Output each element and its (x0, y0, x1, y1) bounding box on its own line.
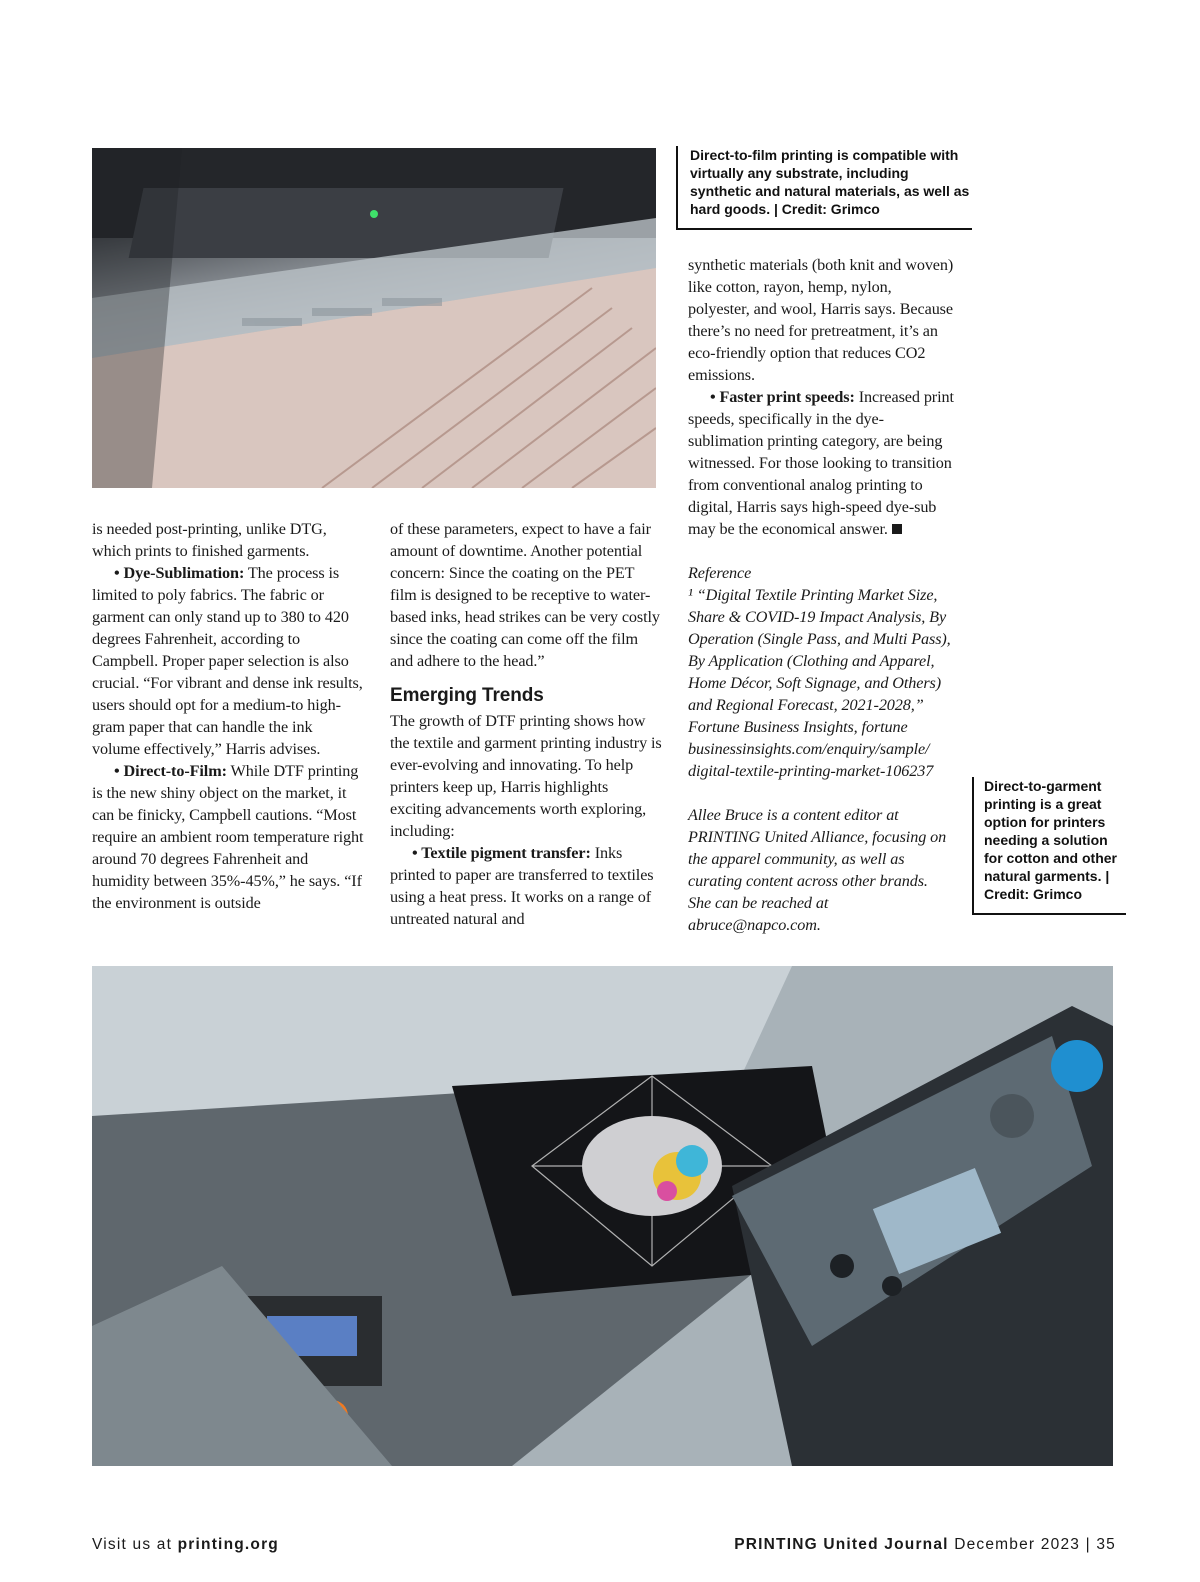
footer-visit-text: Visit us at (92, 1536, 178, 1553)
emerging-trends-paragraph: The growth of DTF printing shows how the textile and garment printing industry is ever-evolving and innovating. To help printers keep up, Harris highlights exciting advancements worth exploring, including: (390, 712, 662, 840)
dtf-printer-illustration (92, 148, 656, 488)
dtg-printer-illustration (92, 966, 1113, 1466)
dye-sublimation-label: • Dye-Sublimation: (114, 564, 245, 582)
reference-text: ¹ “Digital Textile Printing Market Size, Share & COVID-19 Impact Analysis, By Operation (Single Pass, and Multi Pass), By Application (Clothing and Apparel, Home Décor, Soft Signage, and Others) and Regional Forecast, 2021-2028,” Fortune Business Insights, fortune businessinsights.com/enquiry/sample/ digital-textile-printing-market-106237 (688, 586, 951, 780)
dye-sublimation-paragraph (92, 562, 364, 760)
footer-right (734, 1536, 1116, 1554)
emerging-trends-heading: Emerging Trends (390, 685, 544, 706)
faster-print-paragraph (688, 386, 954, 540)
direct-to-film-paragraph (92, 760, 364, 914)
publication-name: PRINTING United Journal (734, 1536, 949, 1553)
textile-pigment-paragraph (390, 842, 662, 930)
dtg-printer-photo (92, 966, 1113, 1466)
dtf-printer-photo (92, 148, 656, 488)
page-number: 35 (1096, 1536, 1116, 1553)
col1-paragraph: is needed post-printing, unlike DTG, which prints to finished garments. (92, 520, 327, 560)
column-1 (92, 518, 364, 914)
reference-heading: Reference (688, 564, 752, 582)
end-mark-icon (892, 524, 902, 534)
direct-to-film-label: • Direct-to-Film: (114, 762, 227, 780)
top-photo-caption: Direct-to-film printing is compatible with virtually any substrate, including synthetic and natural materials, as well as hard goods. | Credit: Grimco (676, 146, 972, 230)
footer-left (92, 1536, 279, 1554)
textile-pigment-label: • Textile pigment transfer: (412, 844, 591, 862)
issue-date: December 2023 (948, 1536, 1081, 1553)
footer-site-link[interactable]: printing.org (177, 1536, 279, 1553)
faster-print-label: • Faster print speeds: (710, 388, 855, 406)
dye-sublimation-text: The process is limited to poly fabrics. The fabric or garment can only stand up to 380 to 420 degrees Fahrenheit, according to Campbell. Proper paper selection is also crucial. “For vibrant and dense ink results, users should opt for a medium-to high-gram paper that can handle the ink volume effectively,” Harris advises. (92, 564, 363, 758)
author-bio: Allee Bruce is a content editor at PRINTING United Alliance, focusing on the apparel community, as well as curating content across other brands. She can be reached at abruce@napco.com. (688, 806, 947, 934)
side-photo-caption: Direct-to-garment printing is a great option for printers needing a solution for cotton and other natural garments. | Credit: Grimco (972, 777, 1126, 915)
column-2 (390, 518, 662, 930)
footer-separator: | (1080, 1536, 1097, 1553)
textile-pigment-text: Inks printed to paper are transferred to textiles using a heat press. It works on a range of untreated natural and (390, 844, 654, 928)
column-3 (688, 254, 954, 936)
direct-to-film-text: While DTF printing is the new shiny object on the market, it can be finicky, Campbell cautions. “Most require an ambient room temperature right around 70 degrees Fahrenheit and humidity between 35%-45%,” he says. “If the environment is outside (92, 762, 364, 912)
faster-print-text: Increased print speeds, specifically in the dye-sublimation printing category, are being witnessed. For those looking to transition from conventional analog printing to digital, Harris says high-speed dye-sub may be the economical answer. (688, 388, 954, 538)
col3-paragraph: synthetic materials (both knit and woven) like cotton, rayon, hemp, nylon, polyester, and wool, Harris says. Because there’s no need for pretreatment, it’s an eco-friendly option that reduces CO2 emissions. (688, 256, 954, 384)
col2-paragraph: of these parameters, expect to have a fair amount of downtime. Another potential concern: Since the coating on the PET film is designed to be receptive to water-based inks, head strikes can be very costly since the coating can come off the film and adhere to the head.” (390, 520, 660, 670)
